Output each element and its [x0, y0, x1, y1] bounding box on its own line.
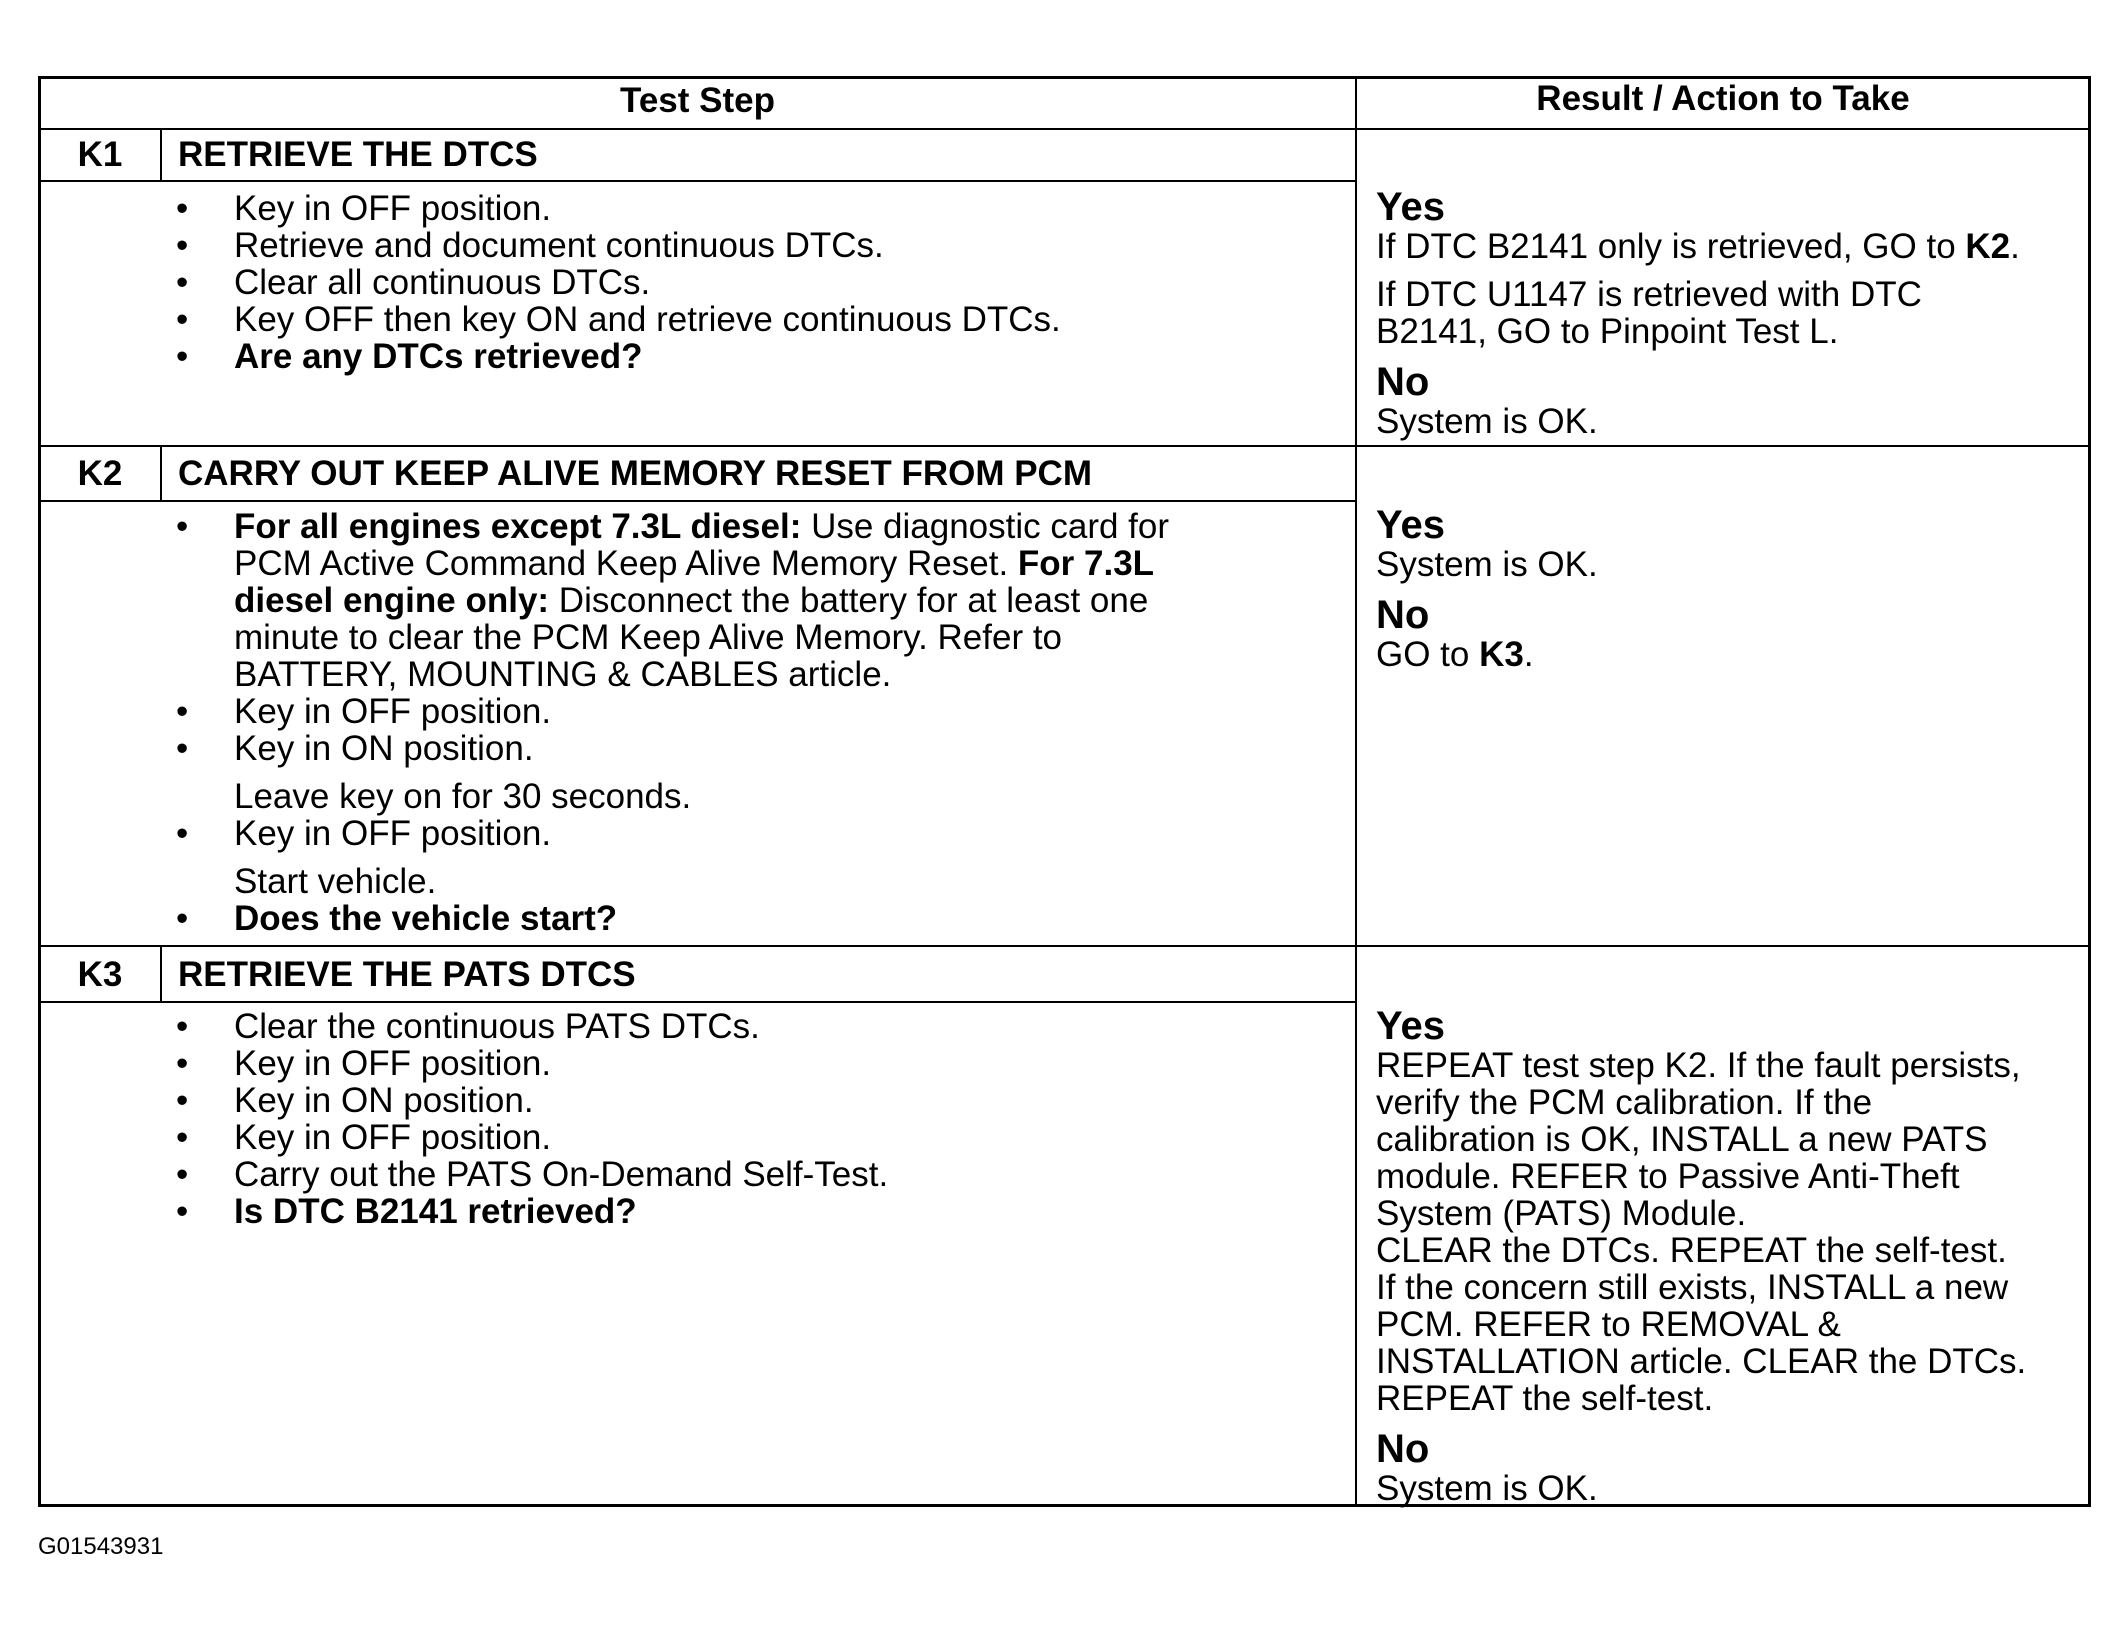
k3-step-list	[176, 1008, 888, 1230]
k2-id-divider	[160, 445, 162, 501]
k1-no-label: No	[1376, 360, 1430, 404]
list-item: • Key in OFF position.	[176, 1119, 888, 1156]
k3-id-divider	[160, 945, 162, 1002]
k1-title-divider	[38, 180, 1356, 182]
list-item: • Key in OFF position.	[176, 815, 1169, 852]
step-id-k2: K2	[77, 454, 123, 493]
list-item: • Are any DTCs retrieved?	[176, 338, 1061, 375]
k1-yes-line-1: If DTC B2141 only is retrieved, GO to K2.	[1376, 227, 2020, 266]
list-item: • For all engines except 7.3L diesel: Use diagnostic card for PCM Active Command Keep Alive Memory Reset. For 7.3L diesel engine only: Disconnect the battery for at least one minute to clear the PCM Keep Alive Memory. Refer to BATTERY, MOUNTING & CABLES article.	[176, 508, 1169, 693]
list-item: • Key in OFF position.	[176, 1045, 888, 1082]
k3-yes-line: INSTALLATION article. CLEAR the DTCs.	[1376, 1342, 2027, 1381]
step-title-k3: RETRIEVE THE PATS DTCS	[178, 955, 636, 994]
list-item: • Key in ON position.	[176, 730, 1169, 767]
k1-no-text: System is OK.	[1376, 402, 1598, 441]
k2-result	[1376, 504, 1598, 673]
k1-yes-line-2: If DTC U1147 is retrieved with DTC	[1376, 275, 1922, 314]
k1-result	[1376, 186, 2020, 440]
k3-yes-line: verify the PCM calibration. If the	[1376, 1083, 1873, 1122]
header-result: Result / Action to Take	[1536, 79, 1910, 118]
k2-title-divider	[38, 500, 1356, 502]
k2-step-list	[176, 508, 1169, 937]
k3-yes-line: CLEAR the DTCs. REPEAT the self-test.	[1376, 1231, 2007, 1270]
step-id-k3: K3	[77, 955, 123, 994]
list-item: Start vehicle.	[234, 862, 437, 901]
column-divider	[1355, 76, 1357, 1507]
row-divider-k1-k2	[38, 445, 2091, 447]
list-item: • Key OFF then key ON and retrieve continuous DTCs.	[176, 301, 1061, 338]
k1-step-list	[176, 190, 1061, 375]
k3-yes-line: calibration is OK, INSTALL a new PATS	[1376, 1120, 1988, 1159]
k2-no-label: No	[1376, 593, 1430, 637]
figure-id: G01543931	[38, 1533, 164, 1560]
step-title-k1: RETRIEVE THE DTCS	[178, 135, 538, 174]
k3-yes-line: PCM. REFER to REMOVAL &	[1376, 1305, 1841, 1344]
k2-no-text: GO to K3.	[1376, 635, 1534, 674]
k3-yes-line: System (PATS) Module.	[1376, 1194, 1747, 1233]
k3-yes-line: module. REFER to Passive Anti-Theft	[1376, 1157, 1960, 1196]
list-item: • Clear the continuous PATS DTCs.	[176, 1008, 888, 1045]
row-divider-k2-k3	[38, 945, 2091, 947]
step-title-k2: CARRY OUT KEEP ALIVE MEMORY RESET FROM PCM	[178, 454, 1092, 493]
k1-yes-label: Yes	[1376, 185, 1445, 229]
list-item: • Carry out the PATS On-Demand Self-Test.	[176, 1156, 888, 1193]
list-item: Leave key on for 30 seconds.	[234, 777, 692, 816]
list-item: • Key in OFF position.	[176, 190, 1061, 227]
k3-no-text: System is OK.	[1376, 1469, 1598, 1508]
list-item: • Clear all continuous DTCs.	[176, 264, 1061, 301]
header-test-step: Test Step	[620, 81, 775, 120]
list-item: • Retrieve and document continuous DTCs.	[176, 227, 1061, 264]
k1-yes-line-3: B2141, GO to Pinpoint Test L.	[1376, 312, 1839, 351]
k3-yes-label: Yes	[1376, 1004, 1445, 1048]
list-item: • Is DTC B2141 retrieved?	[176, 1193, 888, 1230]
k2-yes-label: Yes	[1376, 503, 1445, 547]
k2-yes-text: System is OK.	[1376, 545, 1598, 584]
k3-result	[1376, 1005, 2026, 1507]
list-item: • Key in ON position.	[176, 1082, 888, 1119]
k3-title-divider	[38, 1001, 1356, 1003]
step-id-k1: K1	[77, 135, 123, 174]
list-item: • Key in OFF position.	[176, 693, 1169, 730]
k3-yes-line: REPEAT the self-test.	[1376, 1379, 1714, 1418]
list-item: • Does the vehicle start?	[176, 900, 1169, 937]
k3-yes-line: REPEAT test step K2. If the fault persists,	[1376, 1046, 2021, 1085]
k1-id-divider	[160, 128, 162, 182]
header-divider	[38, 128, 2091, 130]
k3-no-label: No	[1376, 1427, 1430, 1471]
k3-yes-line: If the concern still exists, INSTALL a new	[1376, 1268, 2009, 1307]
